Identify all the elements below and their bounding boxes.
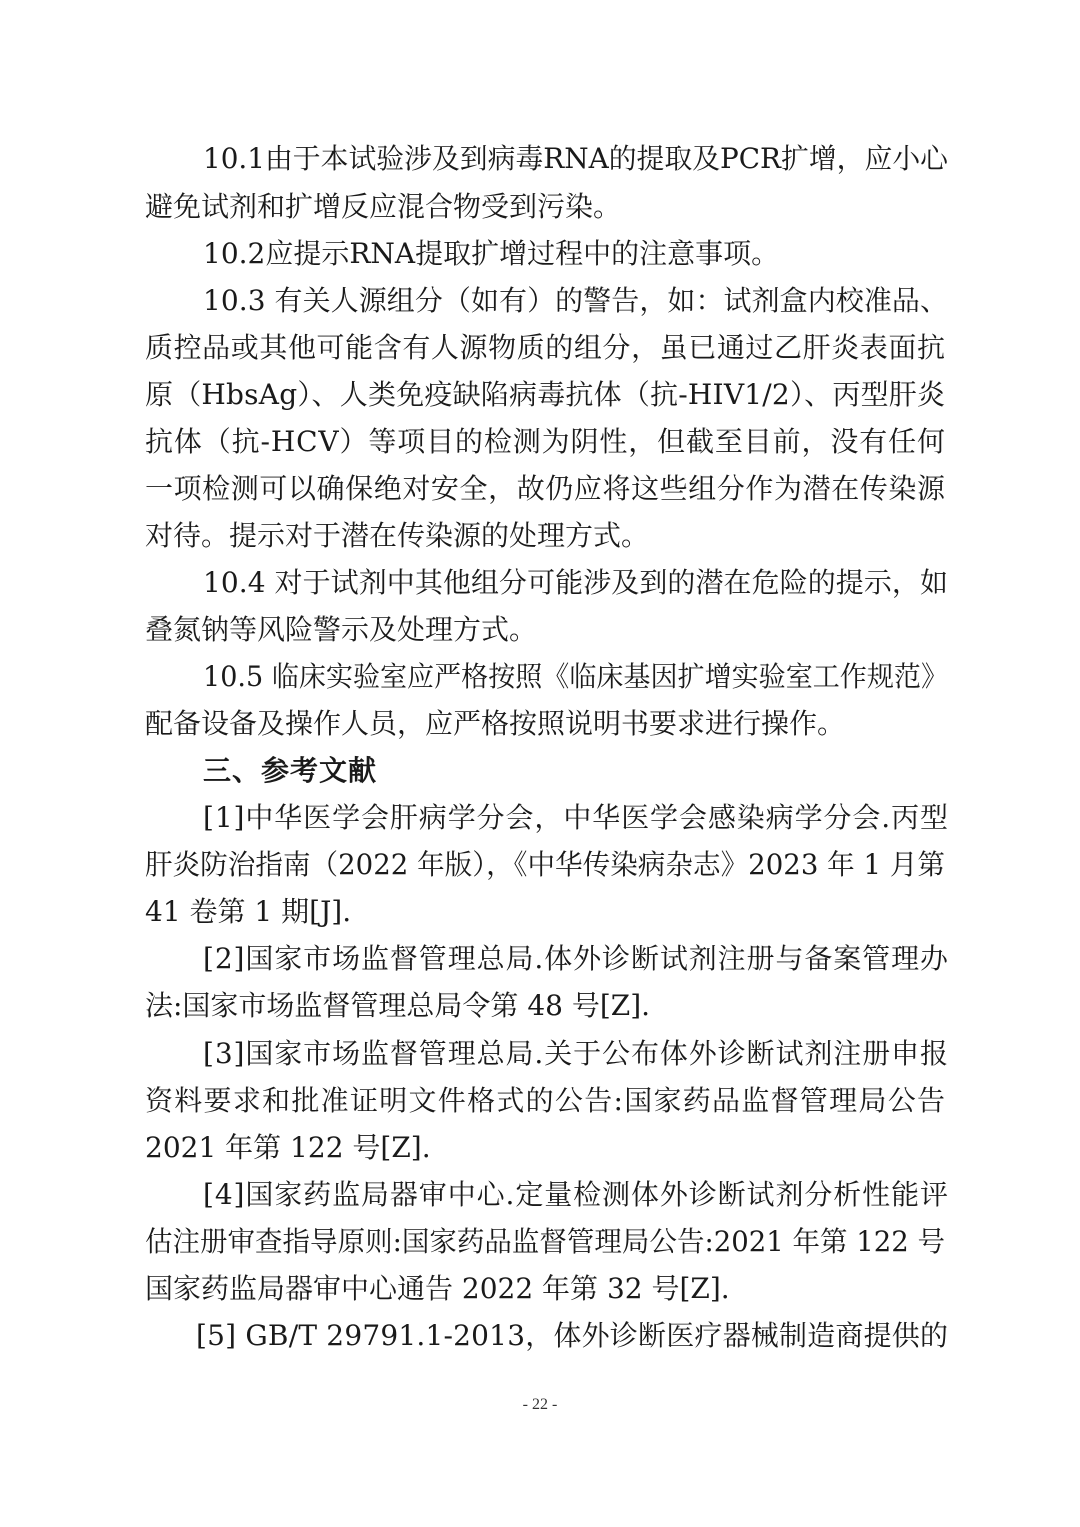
- text-line-10-4-a: 10.4 对于试剂中其他组分可能涉及到的潜在危险的提示，如: [203, 566, 949, 599]
- text-line-10-3-d: 抗体（抗-HCV）等项目的检测为阴性，但截至目前，没有任何: [145, 425, 946, 458]
- text-line-10-1-b: 避免试剂和扩增反应混合物受到污染。: [145, 190, 622, 223]
- reference-5-a: [5] GB/T 29791.1-2013，体外诊断医疗器械制造商提供的: [196, 1319, 949, 1352]
- reference-1-a: [1]中华医学会肝病学分会，中华医学会感染病学分会.丙型: [203, 801, 949, 834]
- text-line-10-3-c: 原（HbsAg）、人类免疫缺陷病毒抗体（抗-HIV1/2）、丙型肝炎: [145, 378, 946, 411]
- text-line-10-5-b: 配备设备及操作人员，应严格按照说明书要求进行操作。: [145, 707, 846, 740]
- text-line-10-4-b: 叠氮钠等风险警示及处理方式。: [145, 613, 538, 646]
- reference-4-c: 国家药监局器审中心通告 2022 年第 32 号[Z].: [145, 1272, 730, 1305]
- reference-3-a: [3]国家市场监督管理总局.关于公布体外诊断试剂注册申报: [203, 1037, 949, 1070]
- reference-1-b: 肝炎防治指南（2022 年版），《中华传染病杂志》2023 年 1 月第: [145, 848, 945, 881]
- text-line-10-2: 10.2应提示RNA提取扩增过程中的注意事项。: [203, 237, 780, 270]
- text-line-10-3-b: 质控品或其他可能含有人源物质的组分，虽已通过乙肝炎表面抗: [145, 331, 946, 364]
- section-heading-references: 三、参考文献: [203, 754, 378, 787]
- text-line-10-3-e: 一项检测可以确保绝对安全，故仍应将这些组分作为潜在传染源: [145, 472, 946, 505]
- text-line-10-1-a: 10.1由于本试验涉及到病毒RNA的提取及PCR扩增，应小心: [203, 142, 948, 175]
- reference-1-c: 41 卷第 1 期[J].: [145, 895, 352, 928]
- reference-4-a: [4]国家药监局器审中心.定量检测体外诊断试剂分析性能评: [203, 1178, 949, 1211]
- text-line-10-3-f: 对待。提示对于潜在传染源的处理方式。: [145, 519, 650, 552]
- reference-3-c: 2021 年第 122 号[Z].: [145, 1131, 431, 1164]
- reference-4-b: 估注册审查指导原则:国家药品监督管理局公告:2021 年第 122 号: [145, 1225, 945, 1258]
- reference-2-a: [2]国家市场监督管理总局.体外诊断试剂注册与备案管理办: [203, 942, 949, 975]
- text-line-10-3-a: 10.3 有关人源组分（如有）的警告，如：试剂盒内校准品、: [203, 284, 949, 317]
- text-line-10-5-a: 10.5 临床实验室应严格按照《临床基因扩增实验室工作规范》: [203, 660, 948, 693]
- reference-2-b: 法:国家市场监督管理总局令第 48 号[Z].: [145, 989, 651, 1022]
- page-number: - 22 -: [522, 1396, 558, 1413]
- reference-3-b: 资料要求和批准证明文件格式的公告:国家药品监督管理局公告: [145, 1084, 947, 1117]
